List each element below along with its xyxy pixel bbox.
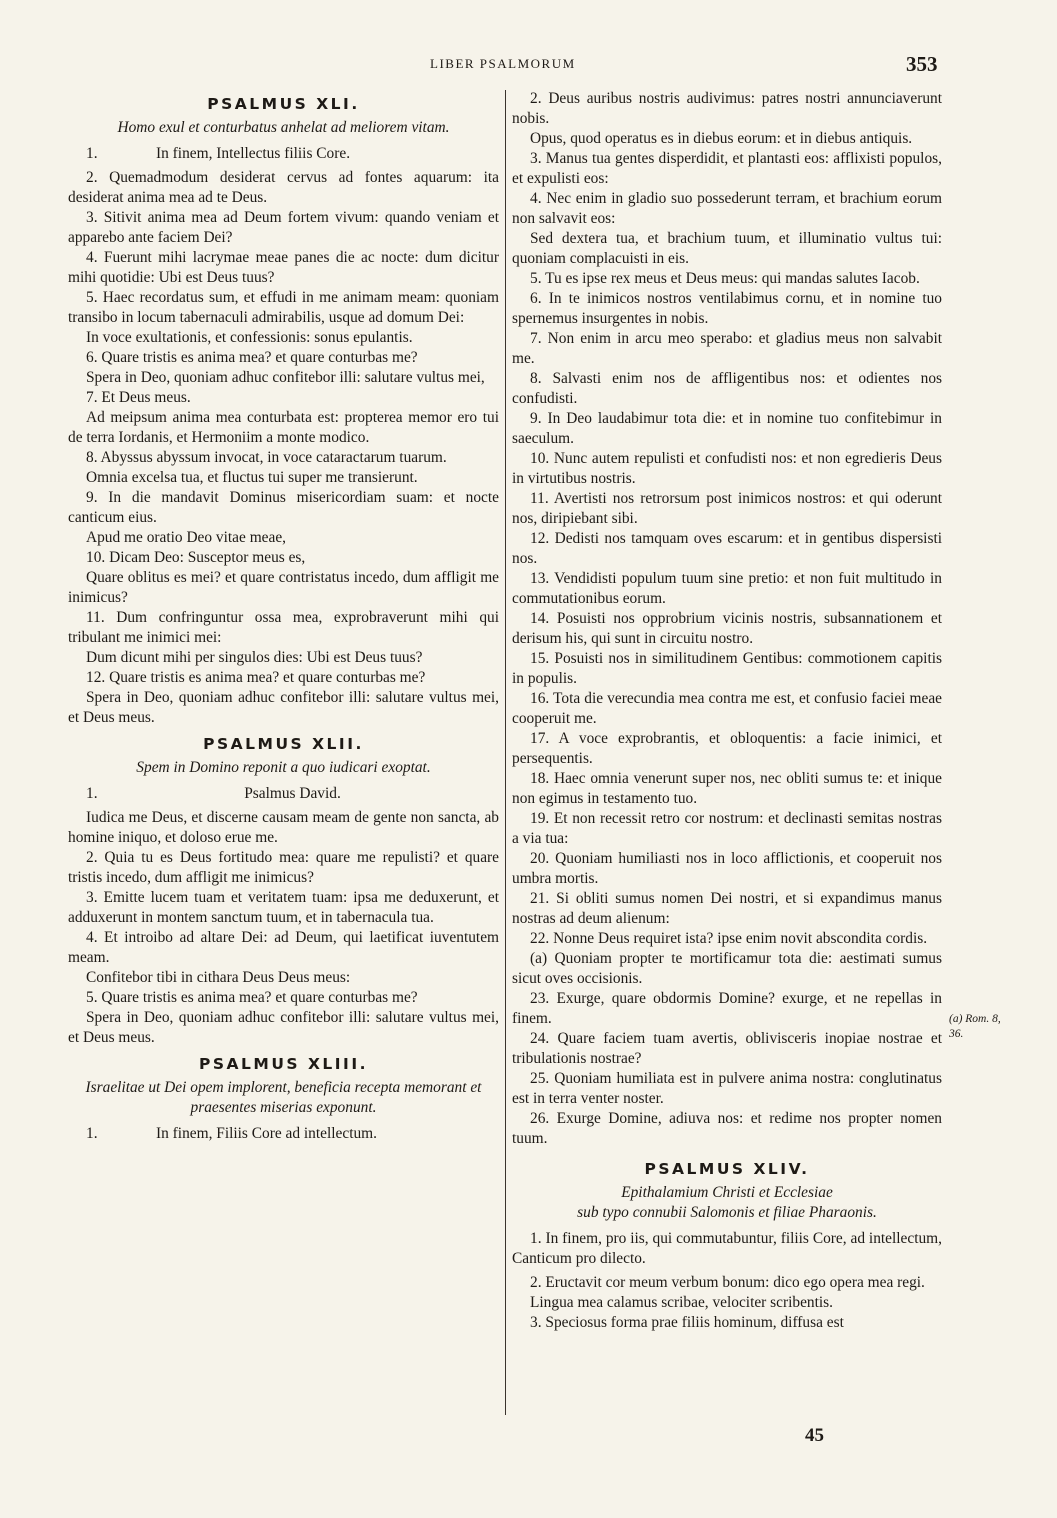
verse: 10. Dicam Deo: Susceptor meus es, (86, 549, 306, 566)
verse: 19. Et non recessit retro cor nostrum: et declinasti semitas nostras a via tua: (512, 810, 942, 847)
psalm-43-incipit (68, 1124, 499, 1144)
margin-note-reference: (a) Rom. 8, (949, 1013, 1001, 1025)
verse: 14. Posuisti nos opprobrium vicinis nostris, subsannationem et derisum his, qui sunt in circuitu nostro. (512, 610, 942, 647)
page-number: 353 (906, 52, 938, 76)
verse: 3. Sitivit anima mea ad Deum fortem vivum: quando veniam et apparebo ante faciem Dei? (68, 209, 499, 246)
psalm-41-incipit (68, 144, 499, 164)
right-column (512, 89, 942, 1333)
verse: 7. Non enim in arcu meo sperabo: et gladius meus non salvabit me. (512, 330, 942, 367)
verse: 26. Exurge Domine, adiuva nos: et redime nos propter nomen tuum. (512, 1110, 942, 1147)
verse: 10. Nunc autem repulisti et confudisti nos: et non egredieris Deus in virtutibus nostris. (512, 450, 942, 487)
psalm-41-title: PSALMUS XLI. (207, 95, 360, 113)
verse: 4. Fuerunt mihi lacrymae meae panes die ac nocte: dum dicitur mihi quotidie: Ubi est Deus tuus? (68, 249, 499, 286)
verse: 11. Avertisti nos retrorsum post inimicos nostros: et qui oderunt nos, diripiebant sibi. (512, 490, 942, 527)
verse: 8. Salvasti enim nos de affligentibus nos: et odientes nos confudisti. (512, 370, 942, 407)
verse: Sed dextera tua, et brachium tuum, et illuminatio vultus tui: quoniam complacuisti in eis. (512, 230, 942, 267)
verse: 3. Emitte lucem tuam et veritatem tuam: ipsa me deduxerunt, et adduxerunt in montem sanctum tuum, et in tabernacula tua. (68, 889, 499, 926)
verse: Spera in Deo, quoniam adhuc confitebor illi: salutare vultus mei, (86, 369, 485, 386)
verse: 5. Quare tristis es anima mea? et quare conturbas me? (86, 989, 418, 1006)
incipit-number: 1. (86, 1125, 98, 1142)
verse: 9. In Deo laudabimur tota die: et in nomine tuo confitebimur in saeculum. (512, 410, 942, 447)
verse: 7. Et Deus meus. (86, 389, 191, 406)
incipit-text: Psalmus David. (244, 785, 341, 802)
verse: 12. Dedisti nos tamquam oves escarum: et in gentibus dispersisti nos. (512, 530, 942, 567)
verse: 6. Quare tristis es anima mea? et quare conturbas me? (86, 349, 418, 366)
verse: 4. Nec enim in gladio suo possederunt terram, et brachium eorum non salvavit eos: (512, 190, 942, 227)
psalm-43-title: PSALMUS XLIII. (199, 1055, 368, 1073)
verse: 18. Haec omnia venerunt super nos, nec obliti sumus te: et inique non egimus in testamento tuo. (512, 770, 942, 807)
psalm-44-title: PSALMUS XLIV. (644, 1160, 810, 1178)
margin-note (949, 1012, 1049, 1042)
column-divider (505, 90, 506, 1415)
verse: 13. Vendidisti populum tuum sine pretio: et non fuit multitudo in commutationibus eorum. (512, 570, 942, 607)
verse: 1. In finem, pro iis, qui commutabuntur, filiis Core, ad intellectum, Canticum pro dilecto. (512, 1230, 942, 1267)
verse: Spera in Deo, quoniam adhuc confitebor illi: salutare vultus mei, et Deus meus. (68, 689, 499, 726)
psalm-43-subtitle: Israelitae ut Dei opem implorent, beneficia recepta memorant et praesentes miserias exponunt. (85, 1079, 482, 1116)
verse: 9. In die mandavit Dominus misericordiam suam: et nocte canticum eius. (68, 489, 499, 526)
verse: 17. A voce exprobrantis, et obloquentis: a facie inimici, et persequentis. (512, 730, 942, 767)
verse: 25. Quoniam humiliata est in pulvere anima nostra: conglutinatus est in terra venter noster. (512, 1070, 942, 1107)
psalm-44-subtitle-2: sub typo connubii Salomonis et filiae Pharaonis. (577, 1204, 877, 1221)
verse: 21. Si obliti sumus nomen Dei nostri, et si expandimus manus nostras ad deum alienum: (512, 890, 942, 927)
verse: 4. Et introibo ad altare Dei: ad Deum, qui laetificat iuventutem meam. (68, 929, 499, 966)
incipit-text: In finem, Intellectus filiis Core. (156, 145, 351, 162)
verse: 15. Posuisti nos in similitudinem Gentibus: commotionem capitis in populis. (512, 650, 942, 687)
verse: Omnia excelsa tua, et fluctus tui super me transierunt. (86, 469, 418, 486)
verse: 11. Dum confringuntur ossa mea, exprobraverunt mihi qui tribulant me inimici mei: (68, 609, 499, 646)
verse: Opus, quod operatus es in diebus eorum: et in diebus antiquis. (530, 130, 913, 147)
verse: 6. In te inimicos nostros ventilabimus cornu, et in nomine tuo spernemus insurgentes in nobis. (512, 290, 942, 327)
verse: 2. Quia tu es Deus fortitudo mea: quare me repulisti? et quare tristis incedo, dum affligit me inimicus? (68, 849, 499, 886)
verse: Lingua mea calamus scribae, velociter scribentis. (530, 1294, 833, 1311)
verse: 8. Abyssus abyssum invocat, in voce cataractarum tuarum. (86, 449, 447, 466)
verse: (a) Quoniam propter te mortificamur tota die: aestimati sumus sicut oves occisionis. (512, 950, 942, 987)
verse: 2. Eructavit cor meum verbum bonum: dico ego opera mea regi. (530, 1274, 925, 1291)
verse: Quare oblitus es mei? et quare contristatus incedo, dum affligit me inimicus? (68, 569, 499, 606)
incipit-number: 1. (86, 145, 98, 162)
left-column (68, 88, 499, 1148)
psalm-44-subtitle-1: Epithalamium Christi et Ecclesiae (621, 1184, 833, 1201)
psalm-42-title: PSALMUS XLII. (203, 735, 364, 753)
verse: 3. Speciosus forma prae filiis hominum, diffusa est (530, 1314, 844, 1331)
verse: 20. Quoniam humiliasti nos in loco afflictionis, et cooperuit nos umbra mortis. (512, 850, 942, 887)
verse: 23. Exurge, quare obdormis Domine? exurge, et ne repellas in finem. (512, 990, 942, 1027)
verse: Dum dicunt mihi per singulos dies: Ubi est Deus tuus? (86, 649, 423, 666)
verse: 16. Tota die verecundia mea contra me est, et confusio faciei meae cooperuit me. (512, 690, 942, 727)
gathering-signature: 45 (805, 1425, 824, 1446)
verse: 5. Haec recordatus sum, et effudi in me animam meam: quoniam transibo in locum tabernaculi admirabilis, usque ad domum Dei: (68, 289, 499, 326)
margin-note-verse: 36. (949, 1028, 964, 1040)
verse: Apud me oratio Deo vitae meae, (86, 529, 287, 546)
verse: Confitebor tibi in cithara Deus Deus meus: (86, 969, 351, 986)
verse: 22. Nonne Deus requiret ista? ipse enim novit abscondita cordis. (530, 930, 928, 947)
verse: Ad meipsum anima mea conturbata est: propterea memor ero tui de terra Iordanis, et Hermoniim a monte modico. (68, 409, 499, 446)
verse: In voce exultationis, et confessionis: sonus epulantis. (86, 329, 413, 346)
verse: 3. Manus tua gentes disperdidit, et plantasti eos: afflixisti populos, et expulisti eos: (512, 150, 942, 187)
psalm-41-subtitle: Homo exul et conturbatus anhelat ad meliorem vitam. (117, 119, 450, 136)
verse: 12. Quare tristis es anima mea? et quare conturbas me? (86, 669, 426, 686)
verse: Spera in Deo, quoniam adhuc confitebor illi: salutare vultus mei, et Deus meus. (68, 1009, 499, 1046)
verse: 2. Deus auribus nostris audivimus: patres nostri annunciaverunt nobis. (512, 90, 942, 127)
verse: 2. Quemadmodum desiderat cervus ad fontes aquarum: ita desiderat anima mea ad te Deus. (68, 169, 499, 206)
verse: 24. Quare faciem tuam avertis, oblivisceris inopiae nostrae et tribulationis nostrae? (512, 1030, 942, 1067)
incipit-number: 1. (86, 785, 98, 802)
incipit-text: In finem, Filiis Core ad intellectum. (156, 1125, 377, 1142)
verse: 5. Tu es ipse rex meus et Deus meus: qui mandas salutes Iacob. (530, 270, 920, 287)
psalm-42-subtitle: Spem in Domino reponit a quo iudicari exoptat. (136, 759, 431, 776)
psalm-42-incipit (68, 784, 499, 804)
verse: Iudica me Deus, et discerne causam meam de gente non sancta, ab homine iniquo, et doloso erue me. (68, 809, 499, 846)
running-head: LIBER PSALMORUM (430, 56, 576, 71)
